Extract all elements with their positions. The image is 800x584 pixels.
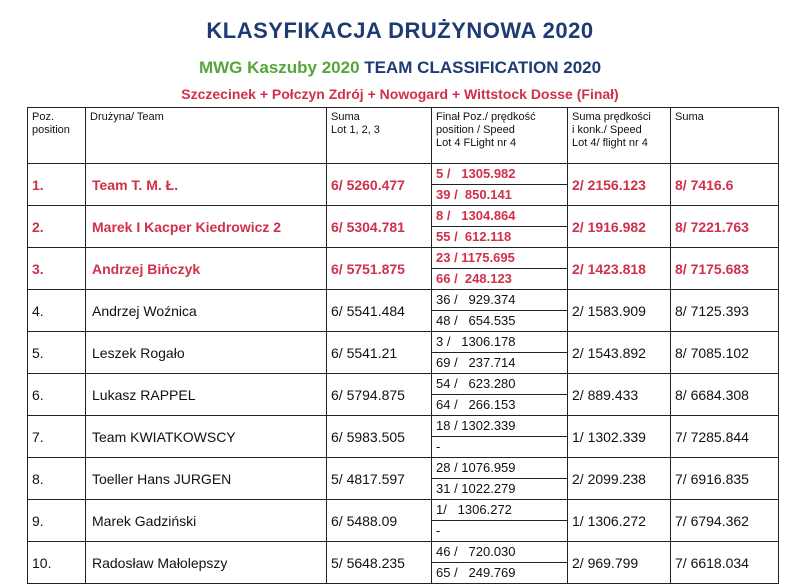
cell-suma: 5/ 4817.597 [327,458,432,500]
cell-speed-sum: 1/ 1306.272 [568,500,671,542]
header-position [28,108,86,164]
header-final-line1: Finał Poz./ prędkość [436,111,536,123]
cell-speed-sum: 2/ 1916.982 [568,206,671,248]
cell-speed-sum: 2/ 2099.238 [568,458,671,500]
header-pos-line1: Poz. [32,111,55,123]
final-flight-b: 31 / 1022.279 [436,481,516,496]
cell-total: 7/ 6916.835 [671,458,779,500]
cell-final [432,542,568,584]
cell-team: Team KWIATKOWSCY [86,416,327,458]
cell-speed-sum: 2/ 1583.909 [568,290,671,332]
cell-team: Marek Gadziński [86,500,327,542]
cell-position: 6. [28,374,86,416]
cell-total: 7/ 6618.034 [671,542,779,584]
header-row [28,108,779,164]
cell-final [432,290,568,332]
header-final-line2: position / Speed [436,124,515,136]
cell-total: 8/ 7416.6 [671,164,779,206]
final-flight-b: 65 / 249.769 [436,565,516,580]
cell-position: 8. [28,458,86,500]
header-final [432,108,568,164]
classification-table [27,107,779,584]
subtitle-classification: TEAM CLASSIFICATION 2020 [364,58,602,77]
header-suma-line1: Suma [331,111,360,123]
final-flight-a: 1/ 1306.272 [432,500,567,521]
cell-position: 4. [28,290,86,332]
table-row [28,500,779,542]
final-flight-b: 66 / 248.123 [436,271,512,286]
table-row [28,458,779,500]
cell-suma: 6/ 5751.875 [327,248,432,290]
cell-total: 8/ 7085.102 [671,332,779,374]
final-flight-b: - [436,439,441,454]
cell-total: 7/ 7285.844 [671,416,779,458]
final-flight-a: 28 / 1076.959 [432,458,567,479]
route-line: Szczecinek + Połczyn Zdrój + Nowogard + Wittstock Dosse (Finał) [181,86,619,102]
final-flight-a: 3 / 1306.178 [432,332,567,353]
cell-team: Toeller Hans JURGEN [86,458,327,500]
header-team-label: Drużyna/ Team [90,111,164,123]
cell-team: Andrzej Woźnica [86,290,327,332]
cell-team: Marek I Kacper Kiedrowicz 2 [86,206,327,248]
table-row [28,542,779,584]
final-flight-a: 8 / 1304.864 [432,206,567,227]
final-flight-a: 18 / 1302.339 [432,416,567,437]
cell-team: Radosław Małolepszy [86,542,327,584]
cell-final [432,500,568,542]
final-flight-b: 39 / 850.141 [436,187,512,202]
final-flight-b: 69 / 237.714 [436,355,516,370]
cell-suma: 6/ 5983.505 [327,416,432,458]
cell-final [432,164,568,206]
cell-final [432,332,568,374]
cell-team: Lukasz RAPPEL [86,374,327,416]
cell-final [432,206,568,248]
cell-final [432,374,568,416]
cell-position: 3. [28,248,86,290]
cell-suma: 6/ 5304.781 [327,206,432,248]
header-team [86,108,327,164]
cell-total: 8/ 7125.393 [671,290,779,332]
table-row [28,248,779,290]
final-flight-b: 55 / 612.118 [436,229,512,244]
header-speed-line2: i konk./ Speed [572,124,642,136]
cell-total: 8/ 7221.763 [671,206,779,248]
final-flight-b: 64 / 266.153 [436,397,516,412]
cell-suma: 6/ 5794.875 [327,374,432,416]
header-total [671,108,779,164]
cell-speed-sum: 2/ 969.799 [568,542,671,584]
cell-total: 8/ 7175.683 [671,248,779,290]
cell-final [432,458,568,500]
header-speed-line1: Suma prędkości [572,111,651,123]
header-total-label: Suma [675,111,704,123]
document-title: KLASYFIKACJA DRUŻYNOWA 2020 [206,18,594,43]
cell-position: 9. [28,500,86,542]
cell-total: 7/ 6794.362 [671,500,779,542]
cell-speed-sum: 2/ 1423.818 [568,248,671,290]
final-flight-b: - [436,523,441,538]
final-flight-a: 46 / 720.030 [432,542,567,563]
cell-speed-sum: 2/ 889.433 [568,374,671,416]
final-flight-a: 23 / 1175.695 [432,248,567,269]
cell-speed-sum: 1/ 1302.339 [568,416,671,458]
document-subtitle [0,58,800,78]
header-suma-line2: Lot 1, 2, 3 [331,124,380,136]
table-row [28,164,779,206]
cell-team: Leszek Rogało [86,332,327,374]
header-speed-line3: Lot 4/ flight nr 4 [572,137,648,149]
cell-position: 5. [28,332,86,374]
cell-position: 7. [28,416,86,458]
table-row [28,332,779,374]
cell-suma: 6/ 5260.477 [327,164,432,206]
table-row [28,374,779,416]
cell-final [432,416,568,458]
subtitle-event: MWG Kaszuby 2020 [198,58,360,77]
table-row [28,290,779,332]
cell-position: 10. [28,542,86,584]
cell-position: 2. [28,206,86,248]
cell-suma: 6/ 5541.484 [327,290,432,332]
cell-speed-sum: 2/ 2156.123 [568,164,671,206]
final-flight-b: 48 / 654.535 [436,313,516,328]
final-flight-a: 54 / 623.280 [432,374,567,395]
cell-total: 8/ 6684.308 [671,374,779,416]
header-speed-sum [568,108,671,164]
final-flight-a: 5 / 1305.982 [432,164,567,185]
header-pos-line2: position [32,124,70,136]
table-row [28,206,779,248]
final-flight-a: 36 / 929.374 [432,290,567,311]
cell-final [432,248,568,290]
cell-position: 1. [28,164,86,206]
cell-team: Team T. M. Ł. [86,164,327,206]
cell-team: Andrzej Bińczyk [86,248,327,290]
cell-suma: 6/ 5541.21 [327,332,432,374]
cell-suma: 5/ 5648.235 [327,542,432,584]
table-row [28,416,779,458]
cell-suma: 6/ 5488.09 [327,500,432,542]
cell-speed-sum: 2/ 1543.892 [568,332,671,374]
header-final-line3: Lot 4 FLight nr 4 [436,137,517,149]
header-suma [327,108,432,164]
